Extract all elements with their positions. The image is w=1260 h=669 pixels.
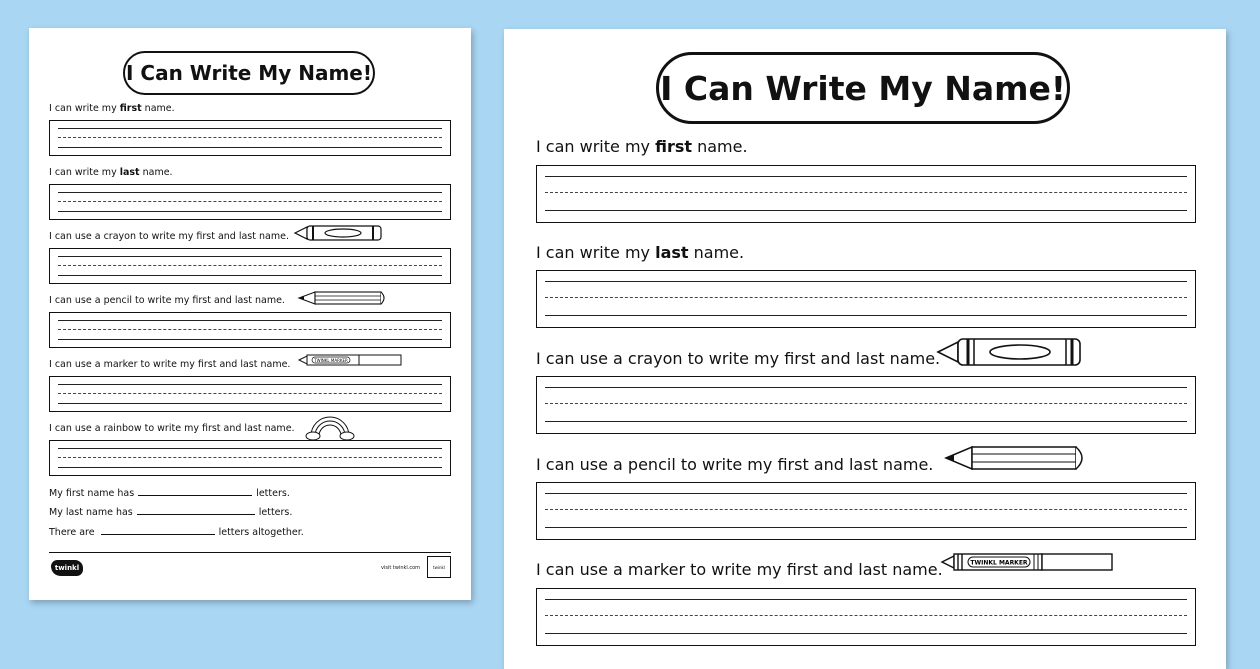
prompt-crayon: I can use a crayon to write my first and last name. [536,349,941,368]
prompt-first-name: I can write my first name. [49,103,175,114]
footer-stamp: twinkl [427,556,451,578]
worksheet-title: I Can Write My Name! [123,51,375,95]
worksheet-thumbnail [29,28,471,600]
writing-box-last-name[interactable] [536,270,1196,328]
prompt-pencil: I can use a pencil to write my first and last name. [536,455,934,474]
marker-icon [297,354,403,366]
writing-box-pencil[interactable] [49,312,451,348]
footer-url: visit twinkl.com [381,565,421,571]
first-name-letter-count: My first name has letters. [49,488,290,499]
writing-box-first-name[interactable] [536,165,1196,223]
pencil-icon [944,445,1088,471]
marker-label: TWINKL MARKER [970,559,1028,567]
writing-box-crayon[interactable] [536,376,1196,434]
prompt-marker: I can use a marker to write my first and last name. [536,560,943,579]
writing-box-rainbow[interactable] [49,440,451,476]
prompt-pencil: I can use a pencil to write my first and last name. [49,295,285,306]
prompt-first-name: I can write my first name. [536,137,748,156]
marker-icon [940,552,1116,572]
prompt-last-name: I can write my last name. [49,167,173,178]
writing-box-marker[interactable] [536,588,1196,646]
blank-line[interactable] [138,495,252,496]
writing-box-last-name[interactable] [49,184,451,220]
prompt-last-name: I can write my last name. [536,243,745,262]
writing-box-marker[interactable] [49,376,451,412]
blank-line[interactable] [101,534,215,535]
footer-divider [49,552,451,553]
writing-box-pencil[interactable] [536,482,1196,540]
marker-label: TWINKL MARKER [314,358,348,363]
writing-box-crayon[interactable] [49,248,451,284]
rainbow-icon [305,414,355,440]
prompt-marker: I can use a marker to write my first and last name. [49,359,291,370]
writing-box-first-name[interactable] [49,120,451,156]
crayon-icon [293,224,383,242]
worksheet-title: I Can Write My Name! [656,52,1070,124]
worksheet-zoomed [504,29,1226,669]
crayon-icon [936,337,1082,367]
prompt-crayon: I can use a crayon to write my first and last name. [49,231,289,242]
prompt-rainbow: I can use a rainbow to write my first and last name. [49,423,295,434]
pencil-icon [297,291,387,305]
blank-line[interactable] [137,514,255,515]
total-letter-count: There are letters altogether. [49,527,304,538]
last-name-letter-count: My last name has letters. [49,507,293,518]
twinkl-logo: twinkl [51,560,83,576]
